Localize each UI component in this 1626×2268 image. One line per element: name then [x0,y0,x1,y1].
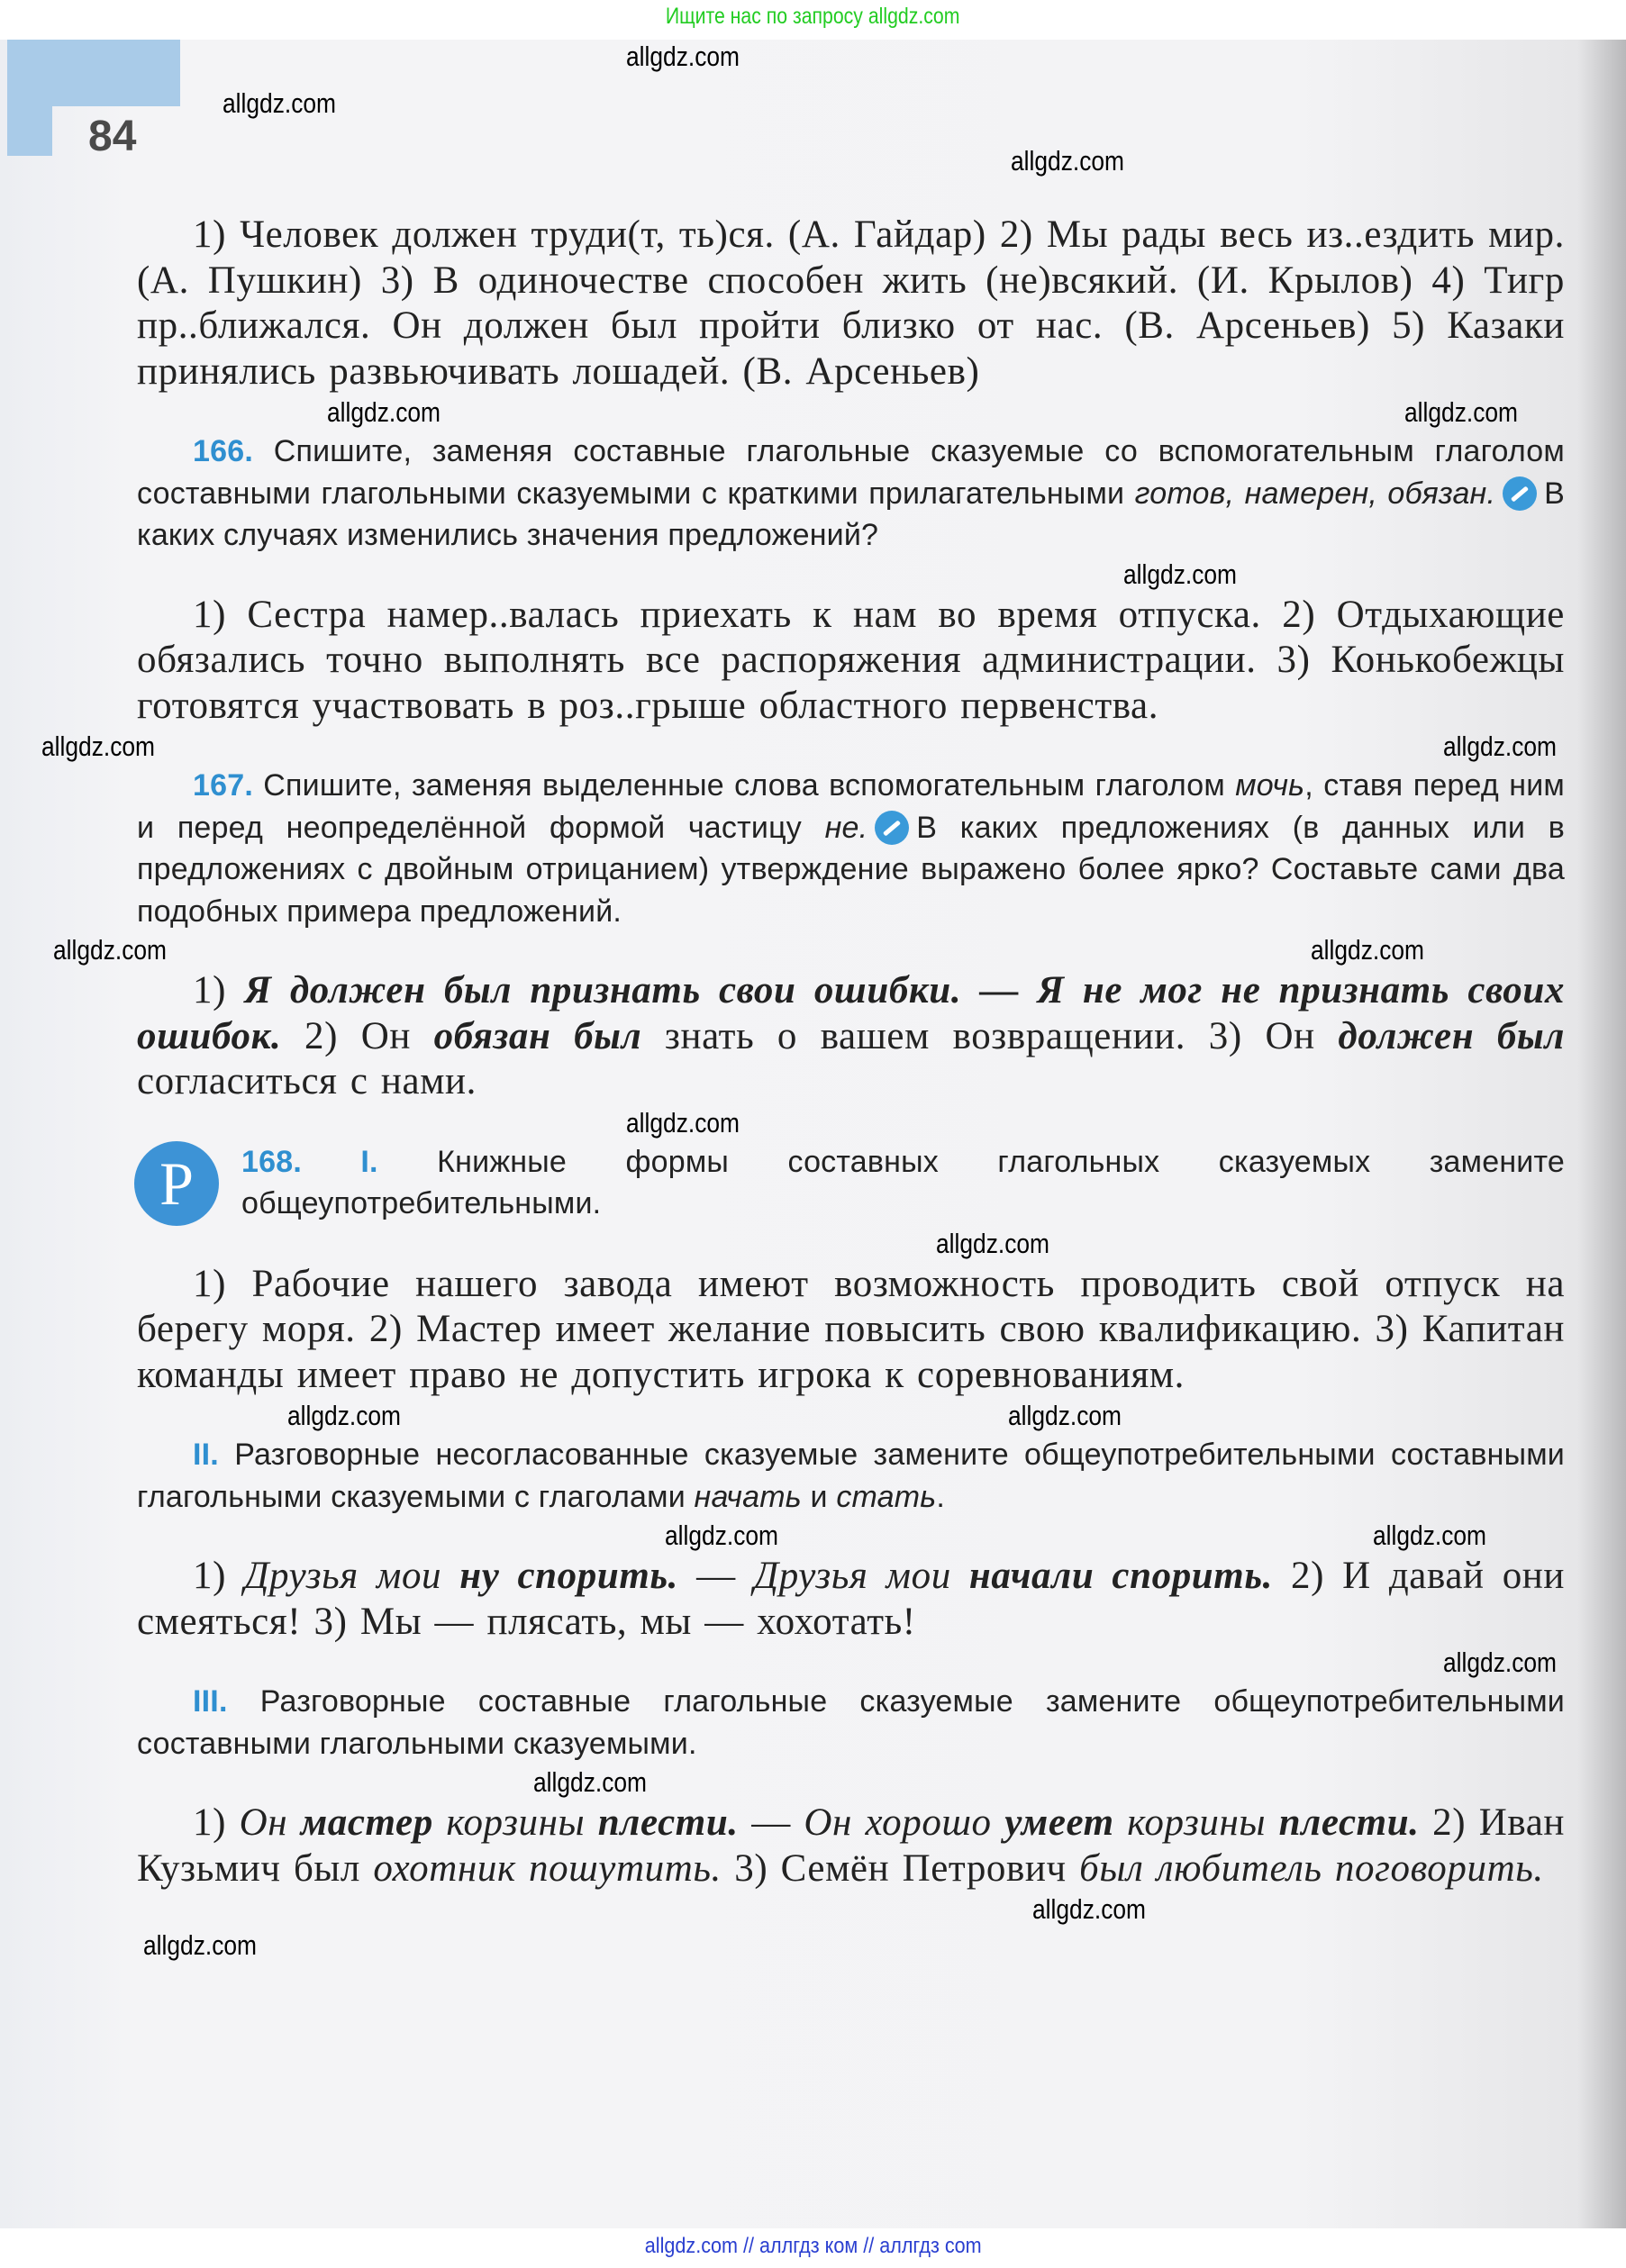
text-segment: Друзья мои [244,1555,460,1597]
page-number: 84 [88,113,137,160]
text-segment: начали спорить. [968,1555,1273,1597]
text-segment: 2) И давай они смеяться! 3) Мы — плясать, мы — хохотать! [137,1555,1566,1643]
text-segment: Разговорные составные глагольные сказуемые замените общеупотребительными составными глагольными сказуемыми. [137,1684,1565,1761]
text-segment: согласиться с нами. [137,1060,477,1102]
text-segment: стать [836,1479,937,1514]
text-segment: был любитель поговорить. [1079,1846,1544,1890]
exercise-166-instruction [137,431,1565,557]
exercise-167-instruction [137,765,1565,932]
watermark: allgdz.com [1011,145,1124,177]
page-corner-tab [7,40,180,106]
watermark: allgdz.com [41,730,155,762]
banner-text: Ищите нас по запросу allgdz.com [666,4,960,29]
text-segment: мочь [1235,768,1305,803]
text-segment: 1) [193,1555,245,1597]
watermark: allgdz.com [53,934,167,966]
watermark-row [137,557,1565,593]
text-segment: должен был [1338,1014,1565,1057]
exercise-168-part2-instruction [137,1434,1565,1518]
exercise-166-sentences [137,593,1565,730]
watermark: allgdz.com [1032,1893,1146,1925]
text-segment: обязан был [433,1014,642,1057]
text-segment: ну спорить. [459,1555,679,1597]
text-segment: 1) [193,969,245,1012]
exercise-168-part1-instruction [241,1141,1565,1225]
text-segment: корзины [432,1801,598,1844]
text-segment: плести. [1278,1801,1420,1844]
watermark-row [137,1398,1565,1434]
watermark-row [137,1928,1565,1964]
text-segment: . [936,1479,946,1514]
text-segment: Спишите, заменяя составные глагольные сказуемые со вспомогательным глаголом составными глагольными сказуемыми с краткими прилагательными [137,434,1565,511]
text-segment: Я должен был признать свои ошибки. — Я не мог не признать своих ошибок. [137,969,1565,1057]
text-segment: В каких случаях изменились значения предложений? [137,476,1565,552]
watermark-row [137,395,1565,431]
footer-banner [0,2228,1626,2268]
exercise-number: III. [193,1684,228,1719]
text-segment: знать о вашем возвращении. 3) Он [641,1014,1339,1057]
exercise-168-part2-sentences [137,1554,1565,1645]
text-segment: 2) Он [281,1014,434,1057]
exercise-number: II. [193,1438,219,1472]
pencil-icon [875,811,909,845]
text-segment: Спишите, заменяя выделенные слова вспомогательным глаголом [252,768,1236,803]
text-segment: Разговорные несогласованные сказуемые замените общеупотребительными составными глагольными сказуемыми с глаголами [137,1438,1565,1514]
watermark-row [137,1518,1565,1554]
watermark: allgdz.com [327,396,441,428]
watermark: allgdz.com [1404,396,1518,428]
text-segment: 1) Рабочие нашего завода имеют возможность проводить свой отпуск на берегу моря. 2) Мастер имеет желание повысить свою квалификацию. 3) Капитан команды имеет право не допустить игрока к соревнованиям. [137,1262,1565,1396]
watermark: allgdz.com [626,41,740,72]
text-segment: , ставя перед ним и перед неопределённой формой частицу [137,768,1565,845]
exercise-number: 168. I. [241,1144,378,1179]
exercise-number: 166. [193,434,253,468]
exercise-168-part1-sentences [137,1262,1565,1399]
watermark: allgdz.com [1311,934,1424,966]
text-segment: — [678,1555,754,1597]
pencil-icon [1503,476,1537,511]
exercise-168-part3-sentences [137,1801,1565,1892]
text-segment: 1) [193,1801,240,1844]
watermark-row [41,729,1565,765]
watermark: allgdz.com [143,1929,257,1961]
top-banner [0,0,1626,40]
watermark: allgdz.com [533,1766,647,1798]
exercise-165-sentences [137,213,1565,395]
watermark-row [137,1645,1565,1681]
watermark-row [53,932,1565,968]
watermark: allgdz.com [626,1106,740,1139]
text-segment: начать [694,1479,802,1514]
exercise-number: 167. [193,768,253,803]
watermark: allgdz.com [936,1227,1049,1259]
page-corner-strip [7,106,52,156]
text-segment: и [801,1479,837,1514]
text-segment: мастер [300,1801,433,1844]
watermark: allgdz.com [1443,730,1557,762]
r-badge-icon: Р [134,1141,219,1226]
exercise-168-part3-instruction [137,1681,1565,1765]
text-segment: Книжные формы составных глагольных сказуемых замените общеупотребительными. [241,1144,1565,1220]
text-segment: В каких предложениях (в данных или в предложениях с двойным отрицанием) утверждение выражено более ярко? Составьте сами два подобных примера предложений. [137,810,1565,929]
watermark: allgdz.com [223,87,336,119]
footer-links[interactable]: allgdz.com // аллгдз ком // аллгдз com [644,2234,982,2258]
watermark: allgdz.com [665,1520,778,1551]
exercise-167-sentences [137,968,1565,1105]
text-segment: не. [824,810,868,845]
watermark: allgdz.com [287,1400,401,1431]
text-segment: готов, намерен, обязан. [1134,476,1496,511]
watermark-row [137,1105,1565,1141]
text-segment: Он хорошо [804,1801,1005,1844]
text-segment: умеет [1004,1801,1114,1844]
text-segment: охотник пошутить. [373,1846,722,1890]
watermark-row [137,1226,1565,1262]
text-segment: 3) Семён Петрович [721,1846,1080,1890]
text-segment: 1) Сестра намер..валась приехать к нам во время отпуска. 2) Отдыхающие обязались точно выполнять все распоряжения администрации. 3) Конькобежцы готовятся участвовать в роз..грыше областного первенства. [137,593,1565,727]
text-segment: 2) Иван Кузьмич был [137,1801,1565,1890]
watermark-row [137,1765,1565,1801]
text-segment: 1) Человек должен труди(т, ть)ся. (А. Гайдар) 2) Мы рады весь из..ездить мир. (А. Пушкин) 3) В одиночестве способен жить (не)всякий. (И. Крылов) 4) Тигр пр..ближался. Он должен был пройти близко от нас. (В. Арсеньев) 5) Казаки принялись развьючивать лошадей. (В. Арсеньев) [137,213,1565,393]
watermark: allgdz.com [1008,1400,1122,1431]
exercise-168-header [137,1141,1565,1226]
text-segment: — [738,1801,804,1844]
text-segment: корзины [1113,1801,1279,1844]
watermark-row [137,1892,1565,1928]
watermark: allgdz.com [1123,558,1237,590]
page-content [41,213,1566,1964]
watermark: allgdz.com [1443,1647,1557,1678]
text-segment: Друзья мои [753,1555,969,1597]
text-segment: плести. [597,1801,739,1844]
text-segment: Он [239,1801,301,1844]
watermark: allgdz.com [1373,1520,1486,1551]
